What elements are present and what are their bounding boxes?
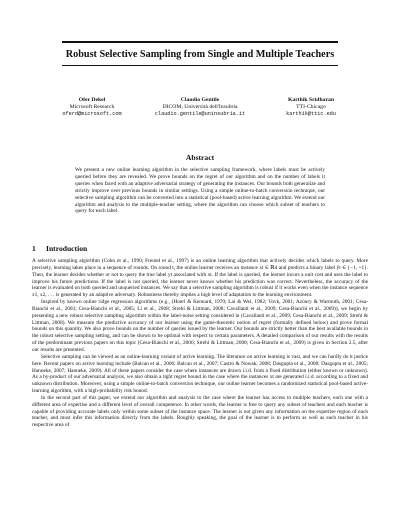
author-name: Ofer Dekel [78,97,106,103]
section-heading [32,244,368,253]
paper-title: Robust Selective Sampling from Single and Multiple Teachers [65,49,335,60]
paragraph: In the second part of this paper, we extend our algorithm and analysis to the case where the learner has access to multiple teachers, each one with a different area of expertise and a different level of overall competence. In other words, the learner is free to query any subset of teachers and each teacher is capable of providing accurate labels only within some subset of the instance space. The learner is not given any information on the expertise region of each teacher, and must infer this information directly from the labels. Roughly speaking, the goal of the learner is to perform as well as each teacher in his respective area of [32,394,368,429]
author-2 [140,97,260,119]
introduction-body [32,258,368,429]
author-name: Claudio Gentile [180,97,220,103]
author-3 [251,97,371,119]
author-affiliation: DICOM, Università dell'Insubria [162,104,238,111]
author-email: oferd@microsoft.com [62,111,122,118]
paragraph: Selective sampling can be viewed as an online-learning variant of active learning. The literature on active learning is vast, and we can hardly do it justice here. Recent papers on active learning include (Balcan et al., 2006; Balcan et al., 2007; Castro & Nowak, 2008; Dasgupta et al., 2008; Dasgupta et al., 2005; Hanneke, 2007; Hanneke, 2009). All of these papers consider the case where instances are drawn i.i.d. from a fixed distribution (either known or unknown). As a by-product of our adversarial analysis, we also obtain a tight regret bound in the case where the instances xt are generated i.i.d. according to a fixed and unknown distribution. Moreover, using a simple online-to-batch conversion technique, our online learner becomes a randomized statistical pool-based active-learning algorithm, with a high-probability risk bound. [32,353,368,395]
author-name: Karthik Sridharan [288,97,334,103]
author-block [0,97,400,137]
section-number: 1 [32,244,36,253]
abstract-heading: Abstract [185,153,215,162]
author-email: karthik@ttic.edu [286,111,336,118]
author-affiliation: Microsoft Research [69,104,115,111]
title-bottom-rule [62,65,338,66]
author-affiliation: TTI-Chicago [296,104,326,111]
title-top-rule [62,41,338,43]
author-1 [32,97,152,119]
paragraph: Inspired by known online ridge regression algorithms (e.g., (Hoerl & Kennard, 1970; Lai & Wei, 1982; Vovk, 2001; Azoury & Warmuth, 2001; Cesa-Bianchi et al., 2003; Cesa-Bianchi et al., 2005; Li et al., 2008; Strehl & Littman, 2008; Cavallanti et al., 2009; Cesa-Bianchi et al., 2009)), we begin by presenting a new robust selective sampling algorithm within the label-noise setting considered in (Cavallanti et al., 2009; Cesa-Bianchi et al., 2009; Strehl & Littman, 2008). We measure the predictive accuracy of our learner using the game-theoretic notion of regret (formally defined below) and prove formal bounds on this quantity. We also prove bounds on the number of queries issued by the learner. Our bounds are strictly better than the best available bounds in the robust selective sampling setting, and can be shown to be optimal with respect to certain parameters. A detailed comparison of our results with the results of the predominant previous papers on this topic (Cesa-Bianchi et al., 2006; Strehl & Littman, 2008; Cesa-Bianchi et al., 2009) is given in Section 2.5, after our results are presented. [32,299,368,353]
author-email: claudio.gentile@uninsubria.it [154,111,246,118]
paragraph: A selective sampling algorithm (Cohn et al., 1990; Freund et al., 1997) is an online learning algorithm that actively decides which labels to query. More precisely, learning takes place in a sequence of rounds. On round t, the online learner receives an instance xt ∈ ℝd and predicts a binary label ŷt ∈ {−1, +1}. Then, the learner decides whether or not to query the true label yt associated with xt. If the label is queried, the learner incurs a unit cost and uses the label to improve his future predictions. If the label is not queried, the learner never knows whether his prediction was correct. Nevertheless, the accuracy of the learner is evaluated on both queried and unqueried instances. We say that a selective sampling algorithm is robust if it works even when the instance sequence x1, x2, . . . is generated by an adaptive adversary. Robustness thereby implies a high level of adaptation to the learning environment. [32,258,368,299]
section-title: Introduction [46,244,88,253]
abstract-text: We present a new online learning algorithm in the selective sampling framework, where labels must be actively queried before they are revealed. We prove bounds on the regret of our algorithm and on the number of labels it queries when faced with an adaptive adversarial strategy of generating the instances. Our bounds both generalize and strictly improve over previous bounds in similar settings. Using a simple online-to-batch conversion technique, our selective sampling algorithm can be converted into a statistical (pool-based) active learning algorithm. We extend our algorithm and analysis to the multiple-teacher setting, where the algorithm can choose which subset of teachers to query for each label. [75,167,325,215]
